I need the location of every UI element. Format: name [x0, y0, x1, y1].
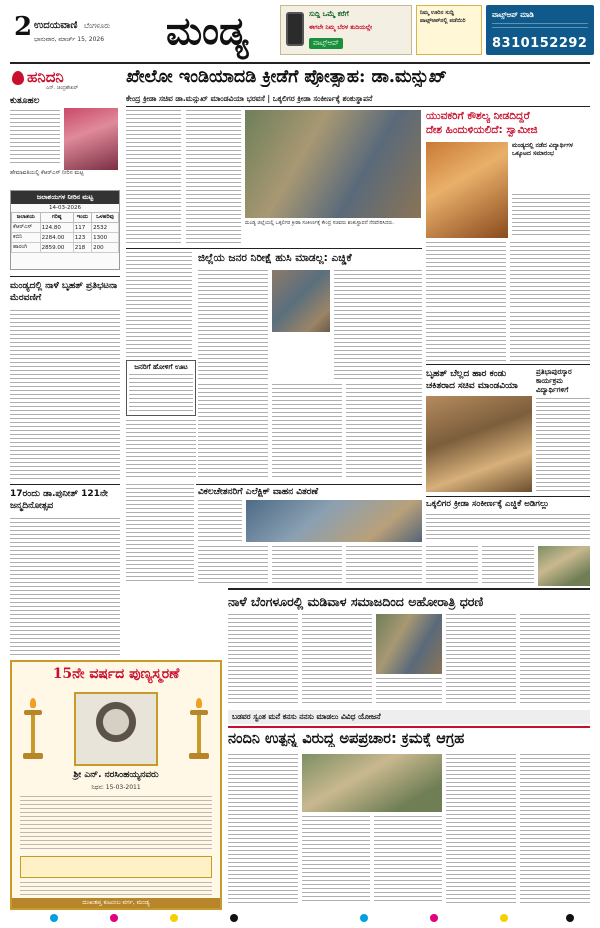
- ad-text: ನಿಮ್ಮ ಊರಿನ ಸುದ್ದಿ ವಾಟ್ಸ್‌ಆಪ್‌ನಲ್ಲಿ ಪಡೆಯಿರಿ: [420, 10, 466, 24]
- masthead: [0, 0, 600, 62]
- district-title: ಮಂಡ್ಯ: [166, 8, 249, 53]
- memorial-note-box: [20, 856, 212, 878]
- edition: ಬೆಂಗಳೂರು: [84, 22, 111, 30]
- sidebar-story-headline: ಮಂಡ್ಯದಲ್ಲಿ ನಾಳೆ ಬೃಹತ್ ಪ್ರತಿಭಟನಾ ಮೆರವಣಿಗೆ: [10, 281, 118, 303]
- boxed-story: [126, 360, 196, 416]
- column-title: ಕುತೂಹಲ: [10, 96, 40, 106]
- sports-headline: ಒಕ್ಕಲಿಗರ ಕ್ರೀಡಾ ಸಂಕೀರ್ಣಕ್ಕೆ ಎಚ್ಡಿಕೆ ಅಡಿಗಲ್ಲು: [426, 499, 550, 509]
- table-header: ಜಲಾಶಯ: [12, 213, 41, 223]
- memorial-footer: ದುಃಖತಪ್ತ ಕುಟುಂಬ ವರ್ಗ, ಮಂಡ್ಯ: [12, 898, 220, 908]
- table-cell: 124.80: [40, 223, 73, 233]
- reservoir-table: [10, 190, 120, 270]
- column-logo-box: [10, 66, 120, 92]
- right-headline-line1: ಯುವಕರಿಗೆ ಕೌಶಲ್ಯ ನೀಡದಿದ್ದರೆ: [426, 110, 530, 122]
- middle-story-headline: ಜಿಲ್ಲೆಯ ಜನರ ನಿರೀಕ್ಷೆ ಹುಸಿ ಮಾಡಲ್ಲ: ಎಚ್ಡಿಕೆ: [198, 252, 352, 264]
- table-cell: 1300: [92, 233, 119, 243]
- table-cell: 123: [73, 233, 91, 243]
- whatsapp-ad[interactable]: [280, 5, 412, 55]
- table-cell: 200: [92, 243, 119, 253]
- table-row: [12, 243, 119, 253]
- table-cell: 2532: [92, 223, 119, 233]
- drop-icon: [12, 71, 24, 85]
- table-cell: ಹಾರಂಗಿ: [12, 243, 41, 253]
- registration-marks: [10, 912, 590, 924]
- phone-ad[interactable]: [486, 5, 594, 55]
- swamiji-photo: [426, 142, 508, 238]
- paper-name: ಉದಯವಾಣಿ: [34, 20, 78, 31]
- lead-caption: ಮಂಡ್ಯ ಜಿಲ್ಲೆಯಲ್ಲಿ ಒಕ್ಕಲಿಗರ ಕ್ರೀಡಾ ಸಂಕೀರ್ಣಕ್ಕೆ ಕೇಂದ್ರ ಸಚಿವರು ಶಂಕುಸ್ಥಾಪನೆ ನೆರವೇರಿಸಿದರು.: [245, 220, 395, 226]
- minister-photo: [272, 270, 330, 332]
- jaggery-garland-photo: [426, 396, 532, 492]
- table-date: 14-03-2026: [49, 205, 81, 211]
- sidebar: [10, 66, 120, 656]
- ad-cta: ವಾಟ್ಸ್‌ಆಪ್ ಮಾಡಿ: [492, 11, 534, 19]
- lead-photo-crowd: [245, 110, 421, 218]
- lamp-icon-right: [188, 698, 210, 768]
- memorial-dates: ನಿಧನ: 15-03-2011: [91, 784, 141, 791]
- lead-body-col2: [186, 110, 241, 245]
- right-headline-line2: ದೇಶ ಹಿಂದುಳಿಯಲಿದೆ: ಸ್ವಾಮೀಜಿ: [426, 124, 538, 136]
- sports-photo: [538, 546, 590, 586]
- memorial-name: ಶ್ರೀ ಎನ್. ನರಸಿಂಹಯ್ಯನವರು: [73, 770, 159, 780]
- protest-photo: [376, 614, 442, 674]
- brief-line: ಬಡವರ ಸ್ವಂತ ಮನೆ ಕನಸು ನನಸು ಮಾಡಲು ವಿವಿಧ ಯೋಜನೆ: [228, 710, 590, 724]
- right-story: [426, 110, 590, 310]
- phone-number[interactable]: 8310152292: [492, 36, 588, 51]
- vehicle-headline: ವಿಕಲಚೇತನರಿಗೆ ಎಲೆಕ್ಟ್ರಿಕ್ ವಾಹನ ವಿತರಣೆ: [198, 487, 319, 497]
- table-header: ಗರಿಷ್ಠ: [40, 213, 73, 223]
- table-row: [12, 233, 119, 243]
- date-line: ಭಾನುವಾರ, ಮಾರ್ಚ್ 15, 2026: [34, 36, 105, 43]
- bottom-banner-headline: ನಾಳೆ ಬೆಂಗಳೂರಲ್ಲಿ ಮಡಿವಾಳ ಸಮಾಜದಿಂದ ಅಹೋರಾತ್ರಿ ಧರಣಿ: [228, 594, 484, 609]
- memorial-title: 15ನೇ ವರ್ಷದ ಪುಣ್ಯಸ್ಮರಣೆ: [52, 666, 180, 682]
- column-author: ಎನ್. ಚಂದ್ರಶೇಖರ್: [46, 85, 79, 91]
- table-cell: ಕಬಿನಿ: [12, 233, 41, 243]
- lead-headline: ಖೇಲೋ ಇಂಡಿಯಾದಡಿ ಕ್ರೀಡೆಗೆ ಪ್ರೋತ್ಸಾಹ: ಡಾ.ಮನ್ಸುಖ್: [126, 67, 447, 87]
- ad-tag: ವಾಟ್ಸ್‌ಆಪ್: [309, 38, 343, 49]
- memorial-ad: [10, 660, 222, 910]
- table-cell: 117: [73, 223, 91, 233]
- final-headline: ನಂದಿನಿ ಉತ್ಪನ್ನ ವಿರುದ್ಧ ಅಪಪ್ರಚಾರ: ಕ್ರಮಕ್ಕೆ ಆಗ್ರಹ: [228, 731, 465, 747]
- masthead-rule: [10, 62, 590, 64]
- memorial-portrait: [74, 692, 158, 766]
- right-pullquote: ಮಂಡ್ಯದಲ್ಲಿ ನಡೆದ ವಿದ್ಯಾರ್ಥಿಗಳ ಒಕ್ಕೂಟದ ಸಮಾರಂಭ: [512, 142, 574, 157]
- phone-icon: [286, 12, 304, 46]
- nandini-photo: [302, 754, 442, 812]
- festival-headline: ಬೃಹತ್ ಬೆಲ್ಲದ ಹಾರ ಕಂಡು ಚಕಿತರಾದ ಸಚಿವ ಮಾಂಡವಿಯಾ: [426, 369, 518, 391]
- reservoir-grid: [11, 212, 119, 253]
- table-cell: 2859.00: [40, 243, 73, 253]
- table-header-row: [12, 213, 119, 223]
- lead-body-col1: [126, 110, 181, 245]
- table-row: [12, 223, 119, 233]
- ad-subline: ಈಗಲೇ ನಿಮ್ಮ ಬೆರಳ ತುದಿಯಲ್ಲೇ: [309, 24, 373, 31]
- lead-subheadline: ಕೇಂದ್ರ ಕ್ರೀಡಾ ಸಚಿವ ಡಾ.ಮನ್ಸುಖ್ ಮಾಂಡವಿಯಾ ಭರವಸೆ | ಒಕ್ಕಲಿಗರ ಕ್ರೀಡಾ ಸಂಕೀರ್ಣಕ್ಕೆ ಶಂಕುಸ್ಥಾಪನೆ: [126, 94, 373, 103]
- boxed-headline: ಜನರಿಗೆ ಹೋಳಿಗೆ ಊಟ: [134, 363, 188, 371]
- table-title: ಜಲಾಶಯಗಳ ನೀರಿನ ಮಟ್ಟ: [11, 191, 119, 204]
- table-cell: ಕೆಆರ್‌ಎಸ್: [12, 223, 41, 233]
- column-text: ಹೇಮಾವತಿಯಲ್ಲಿ ಕೆಆರ್‌ಎಸ್ ನೀರಿನ ಮಟ್ಟ: [10, 170, 84, 176]
- page-number: 2: [14, 12, 33, 42]
- ad-headline: ಸುದ್ದಿ ಒಮ್ಮೆ ಕರೆಗೆ: [309, 10, 349, 18]
- sidebar-story2-headline: 17ರಂದು ಡಾ.ಪುನೀತ್ 121ನೇ ಜನ್ಮದಿನೋತ್ಸವ: [10, 489, 108, 511]
- column-logo: ಹನಿದನಿ: [27, 68, 64, 86]
- subscribe-ad[interactable]: [416, 5, 482, 55]
- table-header: ಒಳಹರಿವು: [92, 213, 119, 223]
- table-cell: 218: [73, 243, 91, 253]
- lamp-icon-left: [22, 698, 44, 768]
- table-header: ಇಂದು: [73, 213, 91, 223]
- column-photo: [64, 108, 118, 170]
- vehicle-photo: [246, 500, 422, 542]
- table-cell: 2284.00: [40, 233, 73, 243]
- feature-headline: ಪ್ರತಿಭಾಪುರಸ್ಕಾರ ಕಾರ್ಯಕ್ರಮ ವಿದ್ಯಾರ್ಥಿಗಳಿಗೆ: [536, 368, 572, 394]
